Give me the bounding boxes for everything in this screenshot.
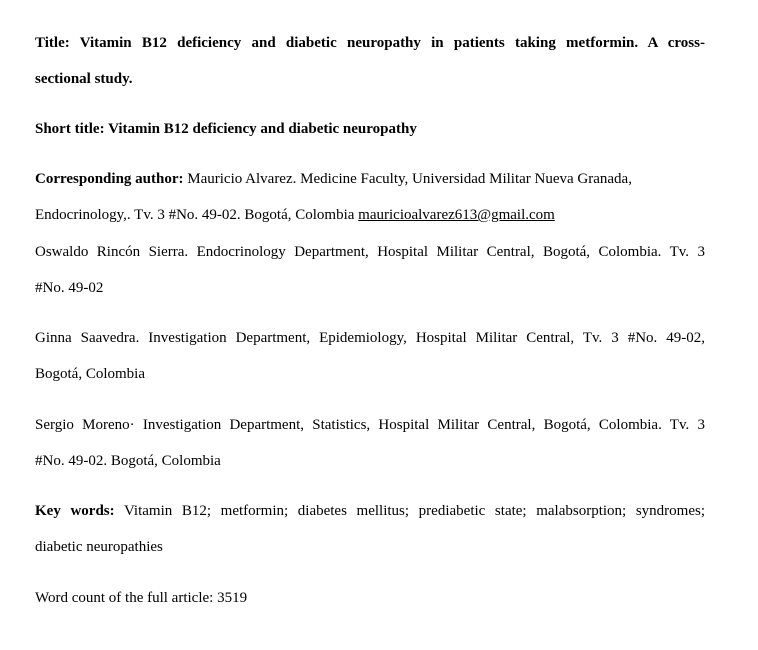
corresponding-text-1: Mauricio Alvarez. Medicine Faculty, Universidad Militar Nueva Granada, [187, 171, 632, 187]
keywords-text-1: Vitamin B12; metformin; diabetes mellitus; prediabetic state; malabsorption; syndromes; [123, 503, 705, 519]
author-paragraph-oswaldo [35, 234, 705, 306]
author-line-2: #No. 49-02 [35, 280, 104, 296]
author-paragraph-sergio [35, 407, 705, 479]
title-paragraph [35, 25, 705, 97]
title-line-1 [35, 25, 705, 61]
author-line-2: #No. 49-02. Bogotá, Colombia [35, 453, 221, 469]
short-title-label: Short title: [35, 121, 105, 137]
keywords-label: Key words: [35, 503, 115, 519]
author-paragraph-ginna [35, 320, 705, 392]
author-line-1: Ginna Saavedra. Investigation Department, Epidemiology, Hospital Militar Central, Tv. 3 #No. 49-02, [35, 330, 705, 346]
keywords-line-2: diabetic neuropathies [35, 539, 163, 555]
title-text-1: Vitamin B12 deficiency and diabetic neuropathy in patients taking metformin. A cross- [79, 35, 705, 51]
author-line-1: Oswaldo Rincón Sierra. Endocrinology Department, Hospital Militar Central, Bogotá, Colombia. Tv. 3 [35, 244, 705, 260]
short-title-paragraph [35, 111, 705, 147]
corresponding-line-2 [35, 197, 705, 233]
corresponding-author-paragraph [35, 161, 705, 233]
short-title-line [35, 111, 705, 147]
keywords-line-1 [35, 493, 705, 529]
word-count-text: Word count of the full article: 3519 [35, 590, 248, 606]
author-line-2: Bogotá, Colombia [35, 366, 145, 382]
corresponding-label: Corresponding author: [35, 171, 184, 187]
short-title-text: Vitamin B12 deficiency and diabetic neuropathy [108, 121, 417, 137]
corresponding-line-1 [35, 161, 705, 197]
title-label: Title: [35, 35, 70, 51]
author-line-1: Sergio Moreno· Investigation Department, Statistics, Hospital Militar Central, Bogotá, Colombia. Tv. 3 [35, 417, 705, 433]
word-count-paragraph [35, 580, 705, 616]
corresponding-text-2: Endocrinology,. Tv. 3 #No. 49-02. Bogotá, Colombia [35, 207, 359, 223]
corresponding-email-link[interactable]: mauricioalvarez613@gmail.com [358, 207, 555, 223]
keywords-paragraph [35, 493, 705, 565]
title-line-2: sectional study. [35, 71, 133, 87]
